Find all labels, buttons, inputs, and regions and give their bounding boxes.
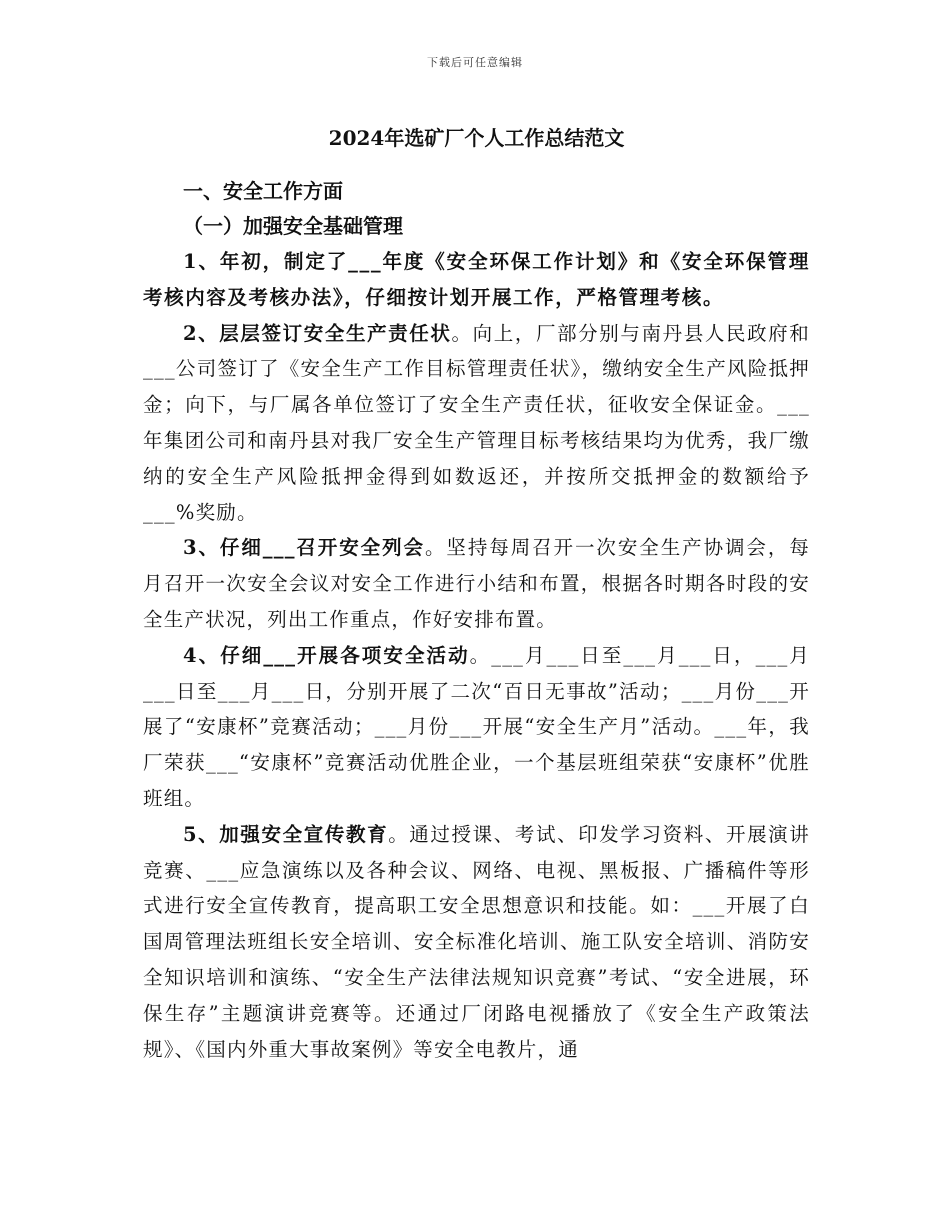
paragraph-5-lead: 5、加强安全宣传教育 (183, 822, 389, 846)
paragraph-2 (143, 316, 810, 531)
page-header-note: 下载后可任意编辑 (427, 56, 523, 69)
paragraph-1-text: 1、年初，制定了___年度《安全环保工作计划》和《安全环保管理考核内容及考核办法》，仔细按计划开展工作，严格管理考核。 (143, 250, 810, 309)
subsection-heading: （一）加强安全基础管理 (183, 214, 403, 238)
paragraph-3-lead: 3、仔细___召开安全列会 (183, 536, 425, 560)
paragraph-2-text: 。向上，厂部分别与南丹县人民政府和___公司签订了《安全生产工作目标管理责任状》，缴纳安全生产风险抵押金；向下，与厂属各单位签订了安全生产责任状，征收安全保证金。___年集团公司和南丹县对我厂安全生产管理目标考核结果均为优秀，我厂缴纳的安全生产风险抵押金得到如数返还，并按所交抵押金的数额给予___%奖励。 (143, 321, 810, 524)
paragraph-5-text: 。通过授课、考试、印发学习资料、开展演讲竞赛、___应急演练以及各种会议、网络、电视、黑板报、广播稿件等形式进行安全宣传教育，提高职工安全思想意识和技能。如：___开展了白国周管理法班组长安全培训、安全标准化培训、施工队安全培训、消防安全知识培训和演练、“安全生产法律法规知识竞赛”考试、“安全进展，环保生存”主题演讲竞赛等。还通过厂闭路电视播放了《安全生产政策法规》、《国内外重大事故案例》等安全电教片，通 (143, 822, 810, 1061)
paragraph-2-lead: 2、层层签订安全生产责任状 (183, 321, 452, 345)
document-title: 2024年选矿厂个人工作总结范文 (328, 126, 625, 150)
paragraph-4 (143, 638, 810, 817)
paragraph-5 (143, 817, 810, 1068)
document-body (143, 120, 810, 1067)
paragraph-3 (143, 530, 810, 637)
paragraph-4-lead: 4、仔细___开展各项安全活动 (183, 643, 470, 667)
paragraph-4-text: 。___月___日至___月___日，___月___日至___月___日，分别开展了二次“百日无事故”活动；___月份___开展了“安康杯”竞赛活动；___月份___开展“安全生产月”活动。___年，我厂荣获___“安康杯”竞赛活动优胜企业，一个基层班组荣获“安康杯”优胜班组。 (143, 643, 810, 810)
paragraph-1 (143, 244, 810, 316)
section-heading: 一、安全工作方面 (183, 179, 343, 203)
paragraph-3-text: 。坚持每周召开一次安全生产协调会，每月召开一次安全会议对安全工作进行小结和布置，根据各时期各时段的安全生产状况，列出工作重点，作好安排布置。 (143, 536, 810, 631)
